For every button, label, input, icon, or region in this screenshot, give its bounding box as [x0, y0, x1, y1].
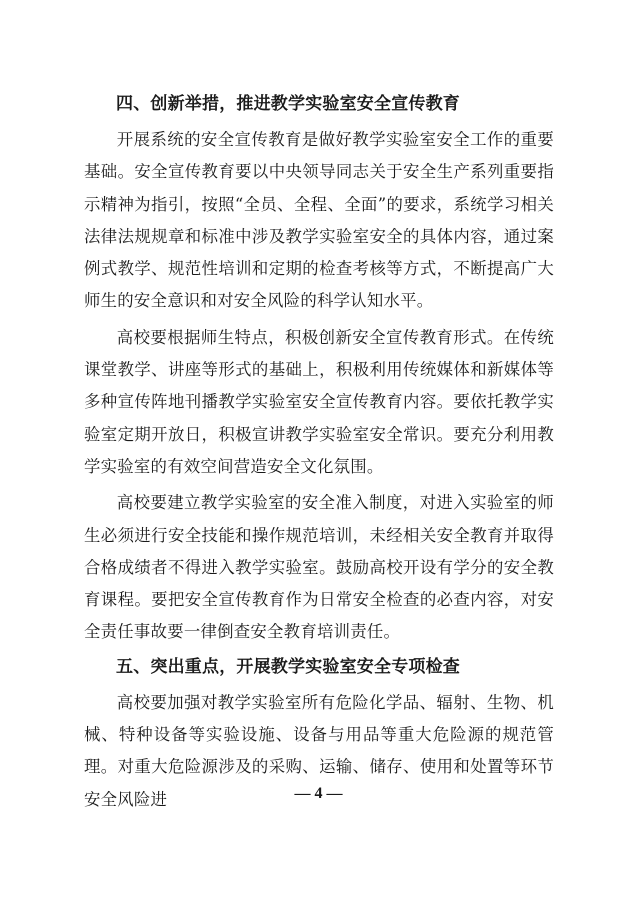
body-paragraph: 开展系统的安全宣传教育是做好教学实验室安全工作的重要基础。安全宣传教育要以中央领导同志关于安全生产系列重要指示精神为指引，按照“全员、全程、全面”的要求，系统学习相关法律法规规章和标准中涉及教学实验室安全的具体内容，通过案例式教学、规范性培训和定期的检查考核等方式，不断提高广大师生的安全意识和对安全风险的科学认知水平。	[84, 130, 554, 311]
body-paragraph: 高校要加强对教学实验室所有危险化学品、辐射、生物、机械、特种设备等实验设施、设备与用品等重大危险源的规范管理。对重大危险源涉及的采购、运输、储存、使用和处置等环节安全风险进	[84, 692, 554, 809]
page-number: — 4 —	[294, 785, 343, 802]
section-heading: 五、突出重点，开展教学实验室安全专项检查	[116, 656, 460, 677]
section-heading: 四、创新举措，推进教学实验室安全宣传教育	[116, 94, 460, 114]
document-body	[84, 88, 554, 816]
body-paragraph: 高校要根据师生特点，积极创新安全宣传教育形式。在传统课堂教学、讲座等形式的基础上，积极利用传统媒体和新媒体等多种宣传阵地刊播教学实验室安全宣传教育内容。要依托教学实验室定期开放日，积极宣讲教学实验室安全常识。要充分利用教学实验室的有效空间营造安全文化氛围。	[84, 327, 554, 476]
body-paragraph: 高校要建立教学实验室的安全准入制度，对进入实验室的师生必须进行安全技能和操作规范培训，未经相关安全教育并取得合格成绩者不得进入教学实验室。鼓励高校开设有学分的安全教育课程。要把安全宣传教育作为日常安全检查的必查内容，对安全责任事故要一律倒查安全教育培训责任。	[84, 493, 554, 642]
